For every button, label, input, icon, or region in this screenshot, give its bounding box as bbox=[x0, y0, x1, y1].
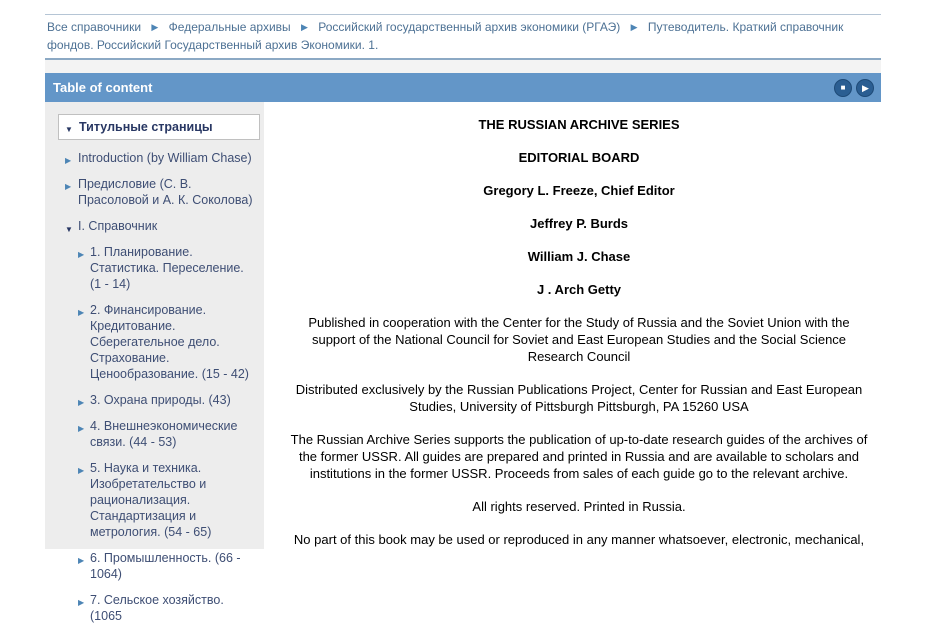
breadcrumb bbox=[45, 14, 881, 60]
toc-sidebar bbox=[45, 102, 264, 623]
content-paragraph: William J. Chase bbox=[527, 249, 631, 264]
toc-item[interactable] bbox=[45, 392, 256, 408]
tree-marker-icon: ▶ bbox=[78, 398, 85, 407]
panel-title: Table of content bbox=[53, 80, 153, 95]
breadcrumb-separator-icon: ▶ bbox=[630, 22, 638, 32]
toc-item[interactable] bbox=[45, 218, 256, 234]
tree-marker-icon: ▶ bbox=[65, 156, 72, 165]
toc-item[interactable] bbox=[45, 550, 256, 582]
content-paragraph: No part of this book may be used or reproduced in any manner whatsoever, electronic, mechanical, bbox=[293, 532, 865, 547]
toc-item[interactable] bbox=[45, 244, 256, 292]
toc-item-label: Introduction (by William Chase) bbox=[78, 151, 252, 165]
toc-item-label: 2. Финансирование. Кредитование. Сберегательное дело. Страхование. Ценообразование. (15 - 42) bbox=[90, 303, 249, 381]
toc-item-label: 6. Промышленность. (66 - 1064) bbox=[90, 551, 241, 581]
panel-stop-button[interactable] bbox=[834, 79, 852, 97]
panel-buttons bbox=[834, 79, 874, 97]
toc-item[interactable] bbox=[58, 114, 260, 140]
toc-item[interactable] bbox=[45, 418, 256, 450]
tree-marker-icon: ▶ bbox=[78, 308, 85, 317]
breadcrumb-link[interactable]: Федеральные архивы bbox=[168, 20, 291, 34]
toc-item-label: Титульные страницы bbox=[79, 120, 213, 134]
content-paragraph: Gregory L. Freeze, Chief Editor bbox=[483, 183, 675, 198]
toc-item[interactable] bbox=[45, 302, 256, 382]
breadcrumb-link[interactable]: Все справочники bbox=[47, 20, 142, 34]
toc-item[interactable] bbox=[45, 150, 256, 166]
breadcrumb-link[interactable]: Российский государственный архив экономики (РГАЭ) bbox=[318, 20, 621, 34]
page bbox=[0, 14, 935, 623]
toc-item-label: 7. Сельское хозяйство. (1065 bbox=[90, 593, 224, 623]
tree-marker-icon: ▶ bbox=[78, 598, 85, 607]
content-paragraph: Jeffrey P. Burds bbox=[529, 216, 629, 231]
toc-item-label: 1. Планирование. Статистика. Переселение. (1 - 14) bbox=[90, 245, 244, 291]
content-paragraph: Published in cooperation with the Center for the Study of Russia and the Soviet Union with the support of the National Council for Soviet and East European Studies and the Social Science Research Council bbox=[308, 315, 850, 364]
toc-item-label: I. Справочник bbox=[78, 219, 158, 233]
content-row bbox=[45, 102, 935, 623]
panel-play-button[interactable] bbox=[856, 79, 874, 97]
content-paragraph: The Russian Archive Series supports the publication of up-to-date research guides of the archives of the former USSR. All guides are prepared and printed in Russia and are available to scholars and institutions in the former USSR. Proceeds from sales of each guide go to the relevant archive. bbox=[290, 432, 868, 481]
toc-item-label: Предисловие (С. В. Прасоловой и А. К. Соколова) bbox=[78, 177, 253, 207]
tree-marker-icon: ▼ bbox=[65, 225, 73, 234]
tree-marker-icon: ▶ bbox=[78, 466, 85, 475]
toc-item-label: 5. Наука и техника. Изобретательство и рационализация. Стандартизация и метрология. (54 - 65) bbox=[90, 461, 212, 539]
toc-item-label: 3. Охрана природы. (43) bbox=[90, 393, 231, 407]
content-paragraph: J . Arch Getty bbox=[536, 282, 622, 297]
stop-square-icon: ■ bbox=[840, 83, 846, 92]
toc-item[interactable] bbox=[45, 592, 256, 624]
breadcrumb-separator-icon: ▶ bbox=[301, 22, 308, 32]
tree-marker-icon: ▶ bbox=[78, 250, 85, 259]
breadcrumb-link: Путеводитель. Краткий справочник фондов. Российский Государственный архив Экономики. 1. bbox=[47, 20, 844, 52]
tree-marker-icon: ▶ bbox=[78, 424, 85, 433]
content-paragraph: THE RUSSIAN ARCHIVE SERIES bbox=[478, 117, 680, 132]
header-gray-strip bbox=[45, 60, 881, 73]
content-paragraph: All rights reserved. Printed in Russia. bbox=[472, 499, 686, 514]
toc-panel-header bbox=[45, 73, 881, 102]
toc-item-label: 4. Внешнеэкономические связи. (44 - 53) bbox=[90, 419, 238, 449]
breadcrumb-separator-icon: ▶ bbox=[151, 22, 159, 32]
toc-item[interactable] bbox=[45, 460, 256, 540]
tree-marker-icon: ▼ bbox=[65, 125, 73, 134]
content-paragraph: EDITORIAL BOARD bbox=[518, 150, 640, 165]
play-arrow-icon: ▶ bbox=[862, 82, 869, 93]
toc-item[interactable] bbox=[45, 176, 256, 208]
tree-marker-icon: ▶ bbox=[78, 556, 85, 565]
tree-marker-icon: ▶ bbox=[65, 182, 72, 191]
content-paragraph: Distributed exclusively by the Russian Publications Project, Center for Russian and East European Studies, University of Pittsburgh Pittsburgh, PA 15260 USA bbox=[295, 382, 863, 414]
main-content bbox=[264, 102, 935, 549]
